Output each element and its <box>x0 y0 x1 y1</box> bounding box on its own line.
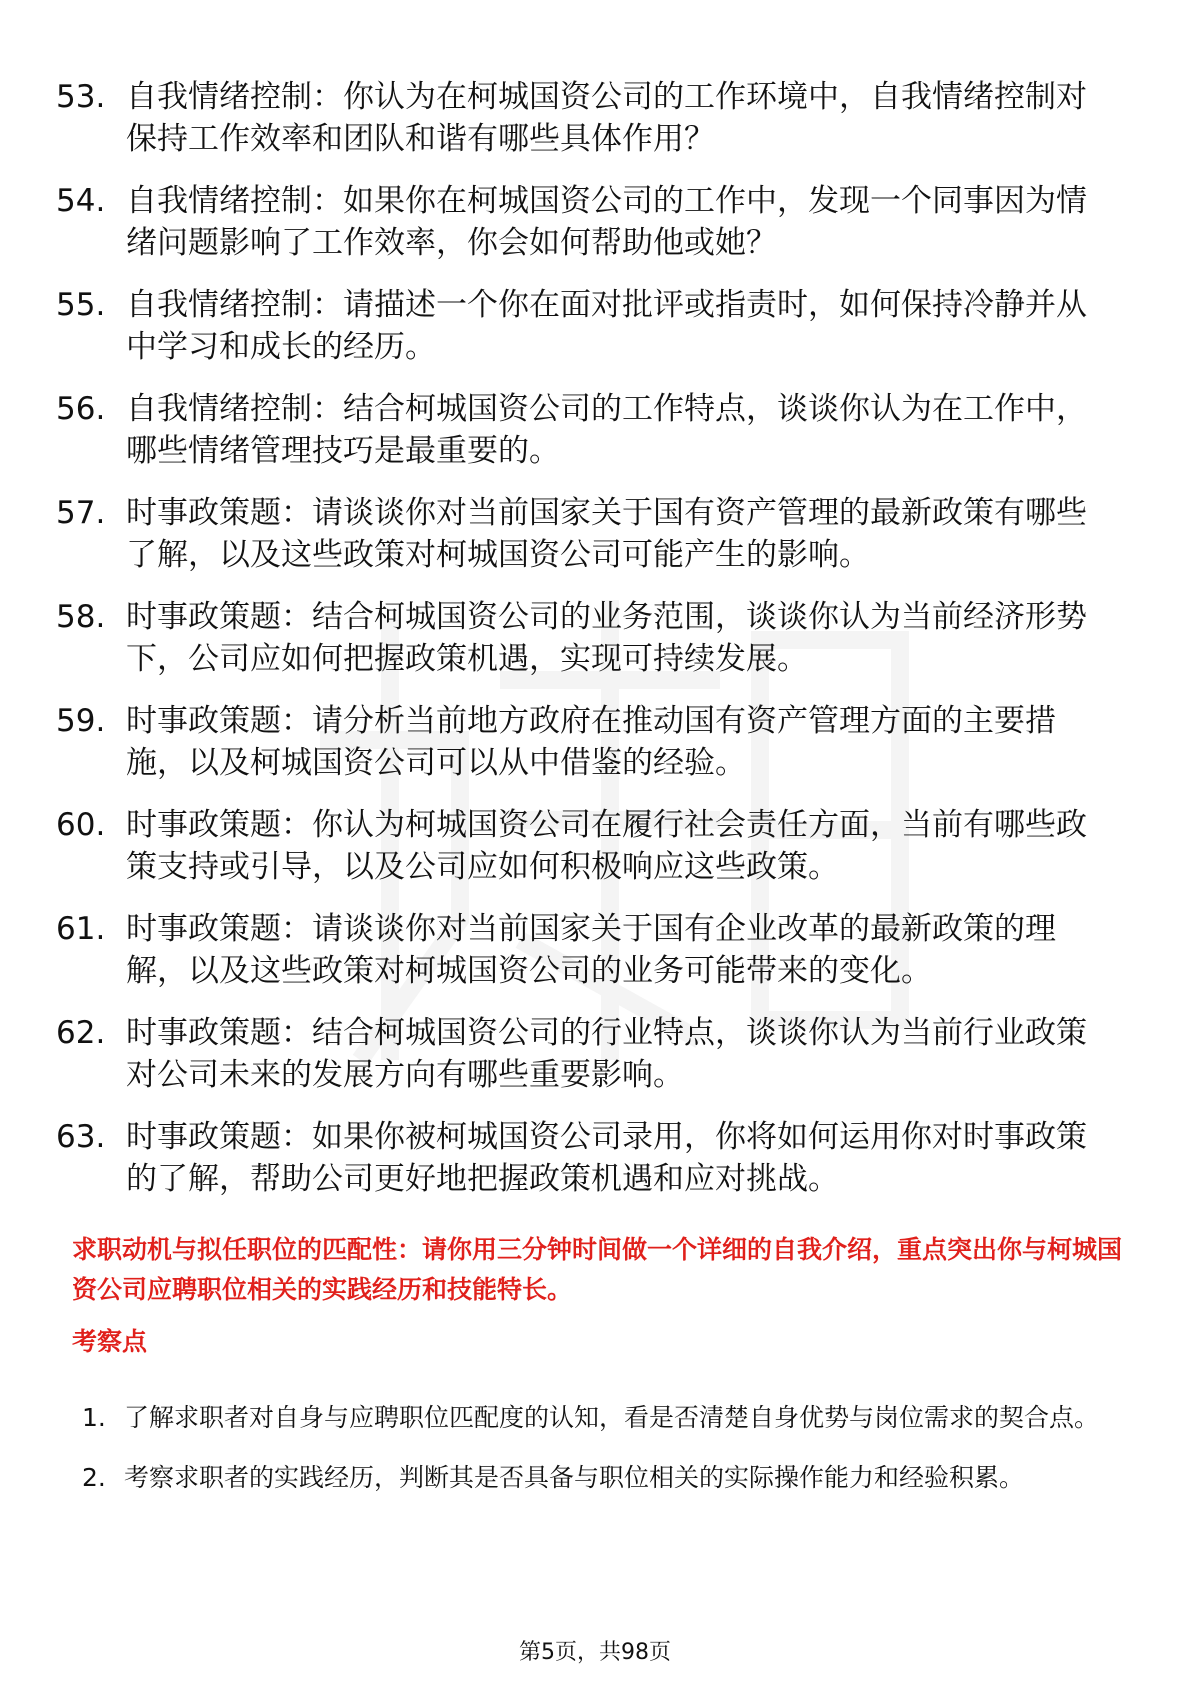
question-number: 55. <box>56 287 106 323</box>
point-number: 1. <box>82 1403 106 1432</box>
question-number: 63. <box>56 1119 106 1155</box>
question-number: 62. <box>56 1015 106 1051</box>
question-item <box>56 908 1116 992</box>
question-item <box>56 596 1116 680</box>
question-item <box>56 804 1116 888</box>
question-number: 53. <box>56 79 106 115</box>
point-number: 2. <box>82 1463 106 1492</box>
question-text: 时事政策题：请分析当前地方政府在推动国有资产管理方面的主要措施，以及柯城国资公司可以从中借鉴的经验。 <box>126 703 1056 781</box>
question-number: 54. <box>56 183 106 219</box>
question-text: 时事政策题：请谈谈你对当前国家关于国有资产管理的最新政策有哪些了解，以及这些政策对柯城国资公司可能产生的影响。 <box>126 495 1087 573</box>
question-item <box>56 1012 1116 1096</box>
question-item <box>56 284 1116 368</box>
question-text: 时事政策题：你认为柯城国资公司在履行社会责任方面，当前有哪些政策支持或引导，以及公司应如何积极响应这些政策。 <box>126 807 1087 885</box>
question-text: 时事政策题：结合柯城国资公司的行业特点，谈谈你认为当前行业政策对公司未来的发展方向有哪些重要影响。 <box>126 1015 1087 1093</box>
question-text: 时事政策题：如果你被柯城国资公司录用，你将如何运用你对时事政策的了解，帮助公司更好地把握政策机遇和应对挑战。 <box>126 1119 1087 1197</box>
question-text: 自我情绪控制：请描述一个你在面对批评或指责时，如何保持冷静并从中学习和成长的经历。 <box>126 287 1087 365</box>
highlight-question: 求职动机与拟任职位的匹配性：请你用三分钟时间做一个详细的自我介绍，重点突出你与柯城国资公司应聘职位相关的实践经历和技能特长。 <box>72 1235 1123 1304</box>
question-number: 61. <box>56 911 106 947</box>
question-text: 自我情绪控制：结合柯城国资公司的工作特点，谈谈你认为在工作中，哪些情绪管理技巧是最重要的。 <box>126 391 1087 469</box>
question-text: 自我情绪控制：你认为在柯城国资公司的工作环境中，自我情绪控制对保持工作效率和团队和谐有哪些具体作用？ <box>126 79 1087 157</box>
question-item <box>56 1116 1116 1200</box>
question-number: 60. <box>56 807 106 843</box>
question-item <box>56 76 1116 160</box>
question-number: 59. <box>56 703 106 739</box>
point-text: 了解求职者对自身与应聘职位匹配度的认知，看是否清楚自身优势与岗位需求的契合点。 <box>124 1403 1100 1432</box>
point-text: 考察求职者的实践经历，判断其是否具备与职位相关的实际操作能力和经验积累。 <box>124 1463 1025 1492</box>
question-item <box>56 492 1116 576</box>
question-item <box>56 180 1116 264</box>
page-footer: 第5页，共98页 <box>519 1640 671 1665</box>
question-text: 时事政策题：请谈谈你对当前国家关于国有企业改革的最新政策的理解，以及这些政策对柯城国资公司的业务可能带来的变化。 <box>126 911 1056 989</box>
question-item <box>56 388 1116 472</box>
question-list <box>56 76 1116 1220</box>
question-item <box>56 700 1116 784</box>
question-number: 56. <box>56 391 106 427</box>
question-text: 自我情绪控制：如果你在柯城国资公司的工作中，发现一个同事因为情绪问题影响了工作效率，你会如何帮助他或她？ <box>126 183 1087 261</box>
question-number: 58. <box>56 599 106 635</box>
section-title: 考察点 <box>72 1327 148 1356</box>
question-number: 57. <box>56 495 106 531</box>
assessment-point <box>82 1449 1122 1507</box>
assessment-point <box>82 1389 1122 1447</box>
question-text: 时事政策题：结合柯城国资公司的业务范围，谈谈你认为当前经济形势下，公司应如何把握政策机遇，实现可持续发展。 <box>126 599 1087 677</box>
assessment-points <box>82 1389 1122 1507</box>
